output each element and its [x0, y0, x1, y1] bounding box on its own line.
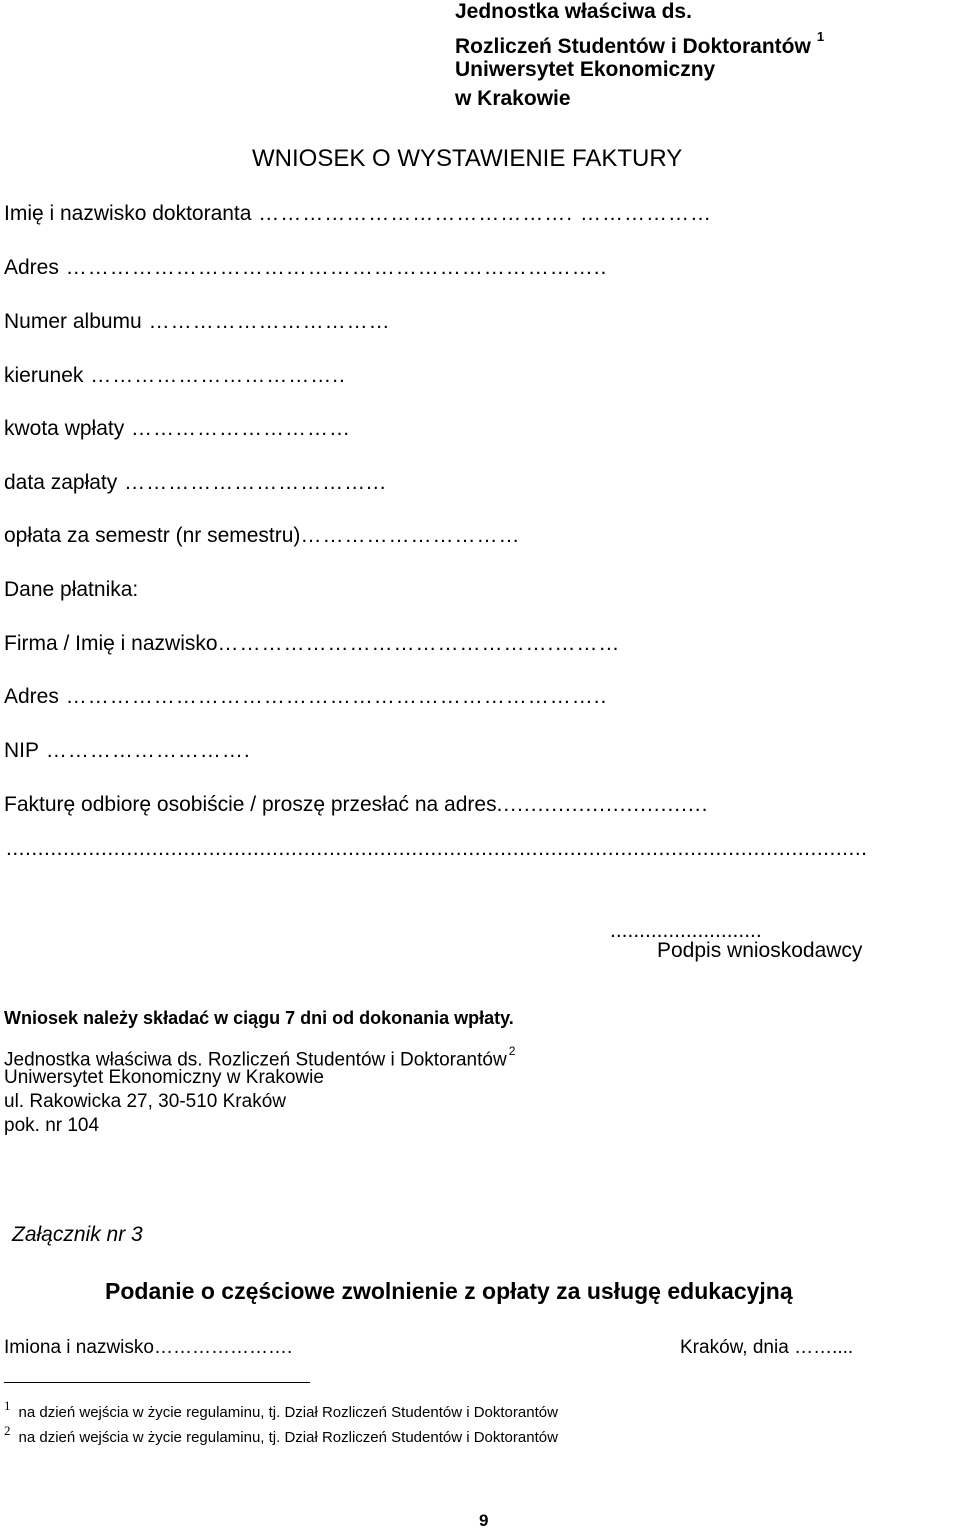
payer-section-heading	[4, 577, 138, 603]
field-doctoral-name[interactable]	[4, 201, 712, 227]
university-city-line: w Krakowie	[455, 87, 571, 110]
address-unit-text: Jednostka właściwa ds. Rozliczeń Studentów i Doktorantów	[4, 1049, 507, 1071]
field-label: Numer albumu	[4, 310, 142, 333]
field-dots: …………………………	[300, 524, 521, 547]
address-continuation-dots[interactable]: ........................................................................................................................................	[6, 837, 868, 860]
address-university-line: Uniwersytet Ekonomiczny w Krakowie	[4, 1067, 324, 1088]
field-label: Imię i nazwisko doktoranta	[4, 202, 252, 225]
university-name-line: Uniwersytet Ekonomiczny	[455, 58, 716, 81]
field-dots: ……………………….	[39, 739, 251, 762]
field-dots: ...............................	[496, 793, 709, 816]
footnote-text: na dzień wejścia w życie regulaminu, tj. Dział Rozliczeń Studentów i Doktorantów	[18, 1429, 558, 1446]
field-label: Adres	[4, 685, 59, 708]
footnote-number: 1	[4, 1398, 11, 1413]
field-payment-amount[interactable]	[4, 416, 351, 442]
unit-name-line: Jednostka właściwa ds.	[455, 0, 692, 23]
page-number: 9	[479, 1511, 489, 1530]
field-dots: ……………………………...	[117, 471, 387, 494]
field-payer-name[interactable]	[4, 631, 620, 657]
field-invoice-delivery[interactable]	[4, 792, 708, 818]
field-label: Firma / Imię i nazwisko	[4, 632, 218, 655]
field-dots: ……………………………………….………	[217, 632, 621, 655]
footnote-ref-2: 2	[508, 1044, 516, 1058]
field-payer-address[interactable]	[4, 684, 607, 710]
field-label: kierunek	[4, 364, 84, 387]
field-album-number[interactable]	[4, 309, 391, 335]
field-dots: ……………………………………. ………………	[251, 202, 712, 225]
address-room-line: pok. nr 104	[4, 1115, 100, 1136]
field-payment-date[interactable]	[4, 470, 387, 496]
field-nip[interactable]	[4, 738, 251, 764]
signature-label: Podpis wnioskodawcy	[657, 939, 863, 962]
field-label: data zapłaty	[4, 471, 118, 494]
annex-title: Podanie o częściowe zwolnienie z opłaty za usługę edukacyjną	[105, 1278, 793, 1304]
footnote-2	[4, 1423, 558, 1448]
section-label: Dane płatnika:	[4, 578, 139, 601]
form-title: WNIOSEK O WYSTAWIENIE FAKTURY	[252, 145, 683, 172]
footnote-ref-1: 1	[816, 29, 825, 44]
footnote-separator	[4, 1382, 310, 1383]
footnote-1	[4, 1398, 558, 1423]
footnote-text: na dzień wejścia w życie regulaminu, tj. Dział Rozliczeń Studentów i Doktorantów	[18, 1404, 558, 1421]
field-dots: ………………………………………………………………..	[58, 256, 608, 279]
field-dots: …………………………	[124, 417, 352, 440]
field-label: Adres	[4, 256, 59, 279]
annex-names-field[interactable]: Imiona i nazwisko………………….	[4, 1337, 293, 1358]
signature-dots[interactable]: ..........................	[610, 919, 762, 942]
submission-notice: Wniosek należy składać w ciągu 7 dni od dokonania wpłaty.	[4, 1008, 514, 1028]
field-dots: ………………………………………………………………..	[58, 685, 608, 708]
field-label: NIP	[4, 739, 40, 762]
field-dots: ……………………………..	[83, 364, 346, 387]
footnote-number: 2	[4, 1423, 11, 1438]
field-dots: ……………………………	[141, 310, 391, 333]
annex-date-field[interactable]: Kraków, dnia ……....	[680, 1337, 854, 1358]
field-label: kwota wpłaty	[4, 417, 125, 440]
annex-label: Załącznik nr 3	[12, 1223, 143, 1246]
field-semester-fee[interactable]	[4, 523, 520, 549]
address-street-line: ul. Rakowicka 27, 30-510 Kraków	[4, 1091, 286, 1112]
field-major[interactable]	[4, 363, 346, 389]
field-label: Fakturę odbiorę osobiście / proszę przesłać na adres	[4, 793, 497, 816]
field-label: opłata za semestr (nr semestru)	[4, 524, 301, 547]
field-address[interactable]	[4, 255, 607, 281]
unit-department-text: Rozliczeń Studentów i Doktorantów	[455, 35, 811, 58]
